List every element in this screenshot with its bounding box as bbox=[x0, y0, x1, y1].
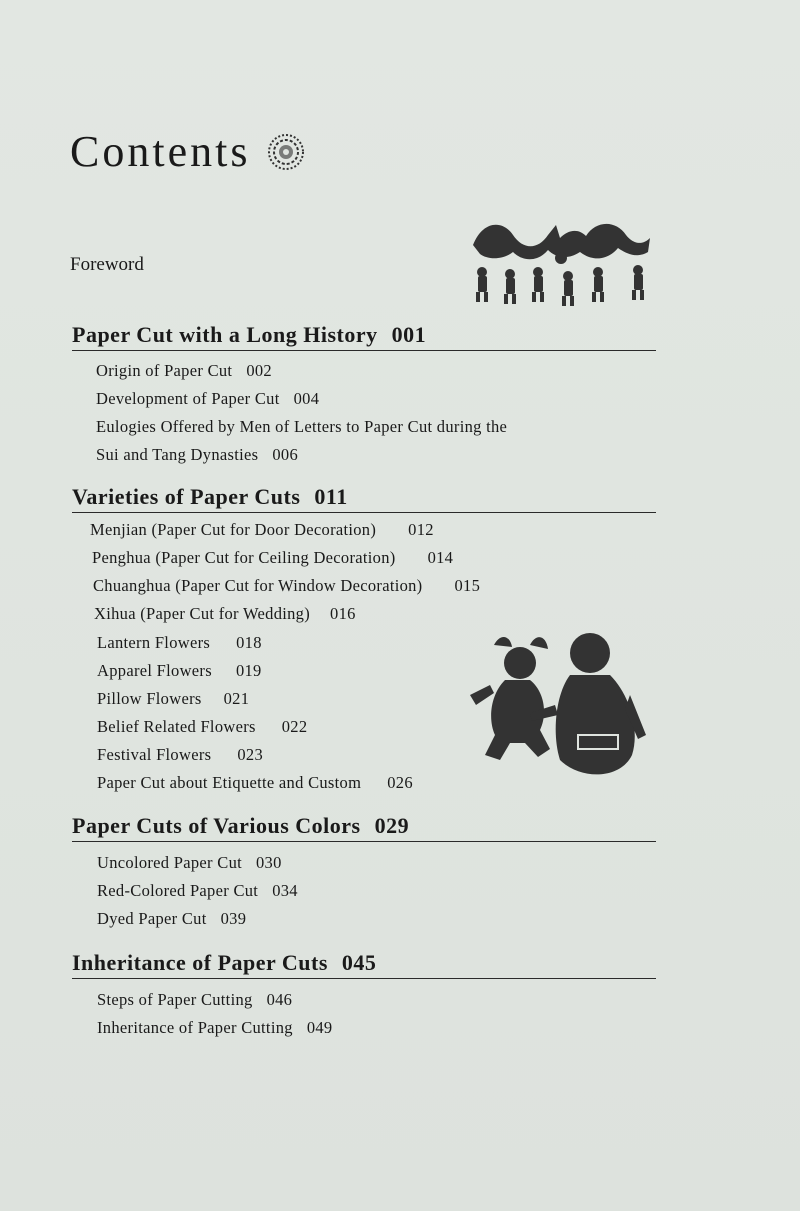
entry-page: 026 bbox=[387, 773, 413, 792]
toc-entry[interactable] bbox=[97, 633, 262, 653]
entry-page: 004 bbox=[293, 389, 320, 408]
entry-label: Dyed Paper Cut bbox=[97, 909, 207, 928]
section-heading[interactable] bbox=[72, 813, 656, 842]
entry-page: 016 bbox=[330, 604, 356, 623]
toc-entry[interactable] bbox=[96, 417, 507, 437]
entry-label: Red-Colored Paper Cut bbox=[97, 881, 259, 900]
entry-label: Festival Flowers bbox=[97, 745, 212, 764]
toc-entry[interactable] bbox=[97, 689, 249, 709]
entry-page: 006 bbox=[272, 445, 298, 464]
dragon-paper-cut-icon bbox=[468, 210, 654, 310]
toc-entry[interactable] bbox=[96, 361, 272, 381]
entry-page: 039 bbox=[220, 909, 247, 928]
section-page: 045 bbox=[341, 950, 377, 975]
section-page: 029 bbox=[374, 813, 410, 838]
children-paper-cut-icon bbox=[460, 625, 648, 785]
entry-page: 023 bbox=[237, 745, 263, 764]
entry-page: 049 bbox=[306, 1018, 333, 1037]
toc-entry[interactable] bbox=[97, 881, 298, 901]
section-title: Inheritance of Paper Cuts bbox=[72, 950, 328, 975]
toc-entry[interactable] bbox=[96, 445, 298, 465]
toc-entry[interactable] bbox=[97, 909, 246, 929]
toc-entry[interactable] bbox=[97, 773, 413, 793]
toc-entry[interactable] bbox=[90, 520, 434, 540]
toc-entry[interactable] bbox=[94, 604, 356, 624]
ornament-icon bbox=[266, 132, 306, 172]
entry-label: Development of Paper Cut bbox=[96, 389, 280, 408]
foreword-entry[interactable]: Foreword bbox=[70, 254, 144, 275]
section-title: Paper Cuts of Various Colors bbox=[72, 813, 361, 838]
entry-label: Lantern Flowers bbox=[97, 633, 211, 652]
title-row bbox=[70, 126, 306, 177]
toc-entry[interactable] bbox=[92, 548, 453, 568]
entry-label: Origin of Paper Cut bbox=[96, 361, 233, 380]
toc-entry[interactable] bbox=[97, 717, 307, 737]
entry-page: 015 bbox=[454, 576, 481, 595]
section-heading[interactable] bbox=[72, 322, 656, 351]
entry-label: Steps of Paper Cutting bbox=[97, 990, 253, 1009]
entry-label: Belief Related Flowers bbox=[97, 717, 256, 736]
section-heading[interactable] bbox=[72, 484, 656, 513]
toc-entry[interactable] bbox=[97, 1018, 332, 1038]
toc-entry[interactable] bbox=[97, 990, 292, 1010]
section-page: 011 bbox=[314, 484, 348, 509]
entry-label: Sui and Tang Dynasties bbox=[96, 445, 259, 464]
entry-label: Eulogies Offered by Men of Letters to Paper Cut during the bbox=[96, 417, 508, 436]
entry-label: Apparel Flowers bbox=[97, 661, 212, 680]
toc-entry[interactable] bbox=[96, 389, 319, 409]
entry-label: Pillow Flowers bbox=[97, 689, 202, 708]
entry-label: Inheritance of Paper Cutting bbox=[97, 1018, 293, 1037]
toc-entry[interactable] bbox=[97, 745, 263, 765]
entry-page: 019 bbox=[235, 661, 262, 680]
entry-page: 012 bbox=[408, 520, 434, 539]
entry-page: 014 bbox=[427, 548, 454, 567]
entry-label: Uncolored Paper Cut bbox=[97, 853, 242, 872]
toc-entry[interactable] bbox=[93, 576, 480, 596]
entry-label: Xihua (Paper Cut for Wedding) bbox=[94, 604, 311, 623]
entry-page: 021 bbox=[223, 689, 250, 708]
entry-page: 034 bbox=[272, 881, 298, 900]
entry-page: 046 bbox=[266, 990, 293, 1009]
entry-label: Penghua (Paper Cut for Ceiling Decoration) bbox=[92, 548, 396, 567]
entry-label: Paper Cut about Etiquette and Custom bbox=[97, 773, 362, 792]
section-page: 001 bbox=[391, 322, 427, 347]
section-heading[interactable] bbox=[72, 950, 656, 979]
toc-entry[interactable] bbox=[97, 853, 282, 873]
section-title: Varieties of Paper Cuts bbox=[72, 484, 301, 509]
toc-entry[interactable] bbox=[97, 661, 262, 681]
entry-page: 030 bbox=[256, 853, 282, 872]
page-title: Contents bbox=[70, 127, 251, 176]
entry-page: 022 bbox=[281, 717, 308, 736]
section-title: Paper Cut with a Long History bbox=[72, 322, 378, 347]
entry-label: Menjian (Paper Cut for Door Decoration) bbox=[90, 520, 377, 539]
entry-page: 002 bbox=[246, 361, 272, 380]
entry-page: 018 bbox=[236, 633, 262, 652]
entry-label: Chuanghua (Paper Cut for Window Decoration) bbox=[93, 576, 423, 595]
